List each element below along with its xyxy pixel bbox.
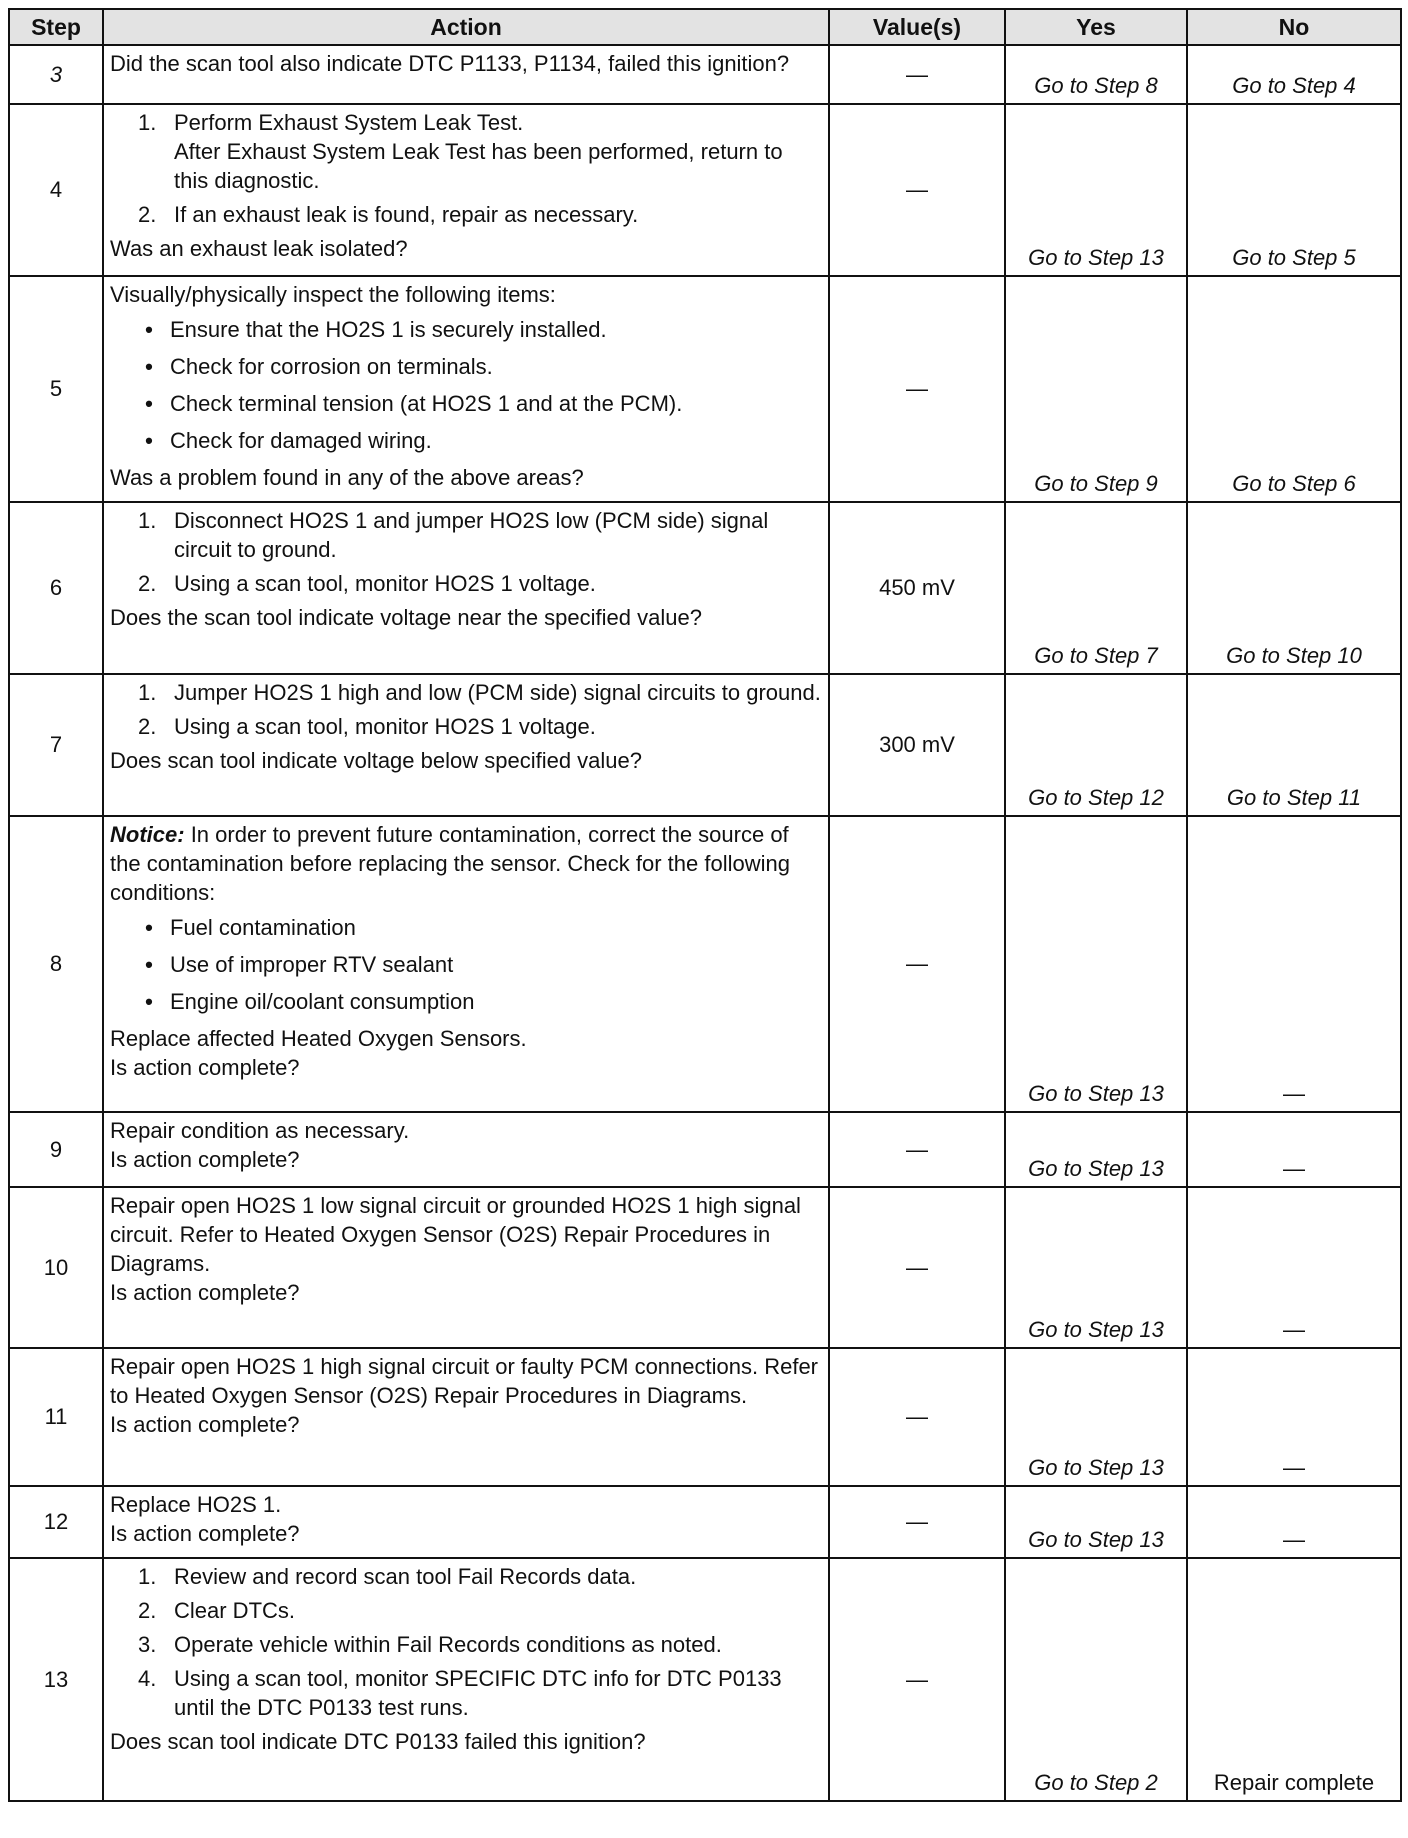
yes-cell: Go to Step 13 <box>1005 104 1187 276</box>
numbered-item: 1. Review and record scan tool Fail Records data. <box>138 1562 822 1591</box>
item-text: Disconnect HO2S 1 and jumper HO2S low (PCM side) signal circuit to ground. <box>174 508 769 562</box>
numbered-item: 2. If an exhaust leak is found, repair as necessary. <box>138 200 822 229</box>
header-action: Action <box>103 9 829 45</box>
header-values: Value(s) <box>829 9 1005 45</box>
yes-cell: Go to Step 12 <box>1005 674 1187 816</box>
step-number: 11 <box>9 1348 103 1486</box>
table-row <box>9 502 1401 674</box>
step-number: 4 <box>9 104 103 276</box>
step-number: 6 <box>9 502 103 674</box>
header-yes: Yes <box>1005 9 1187 45</box>
action-text: Did the scan tool also indicate DTC P1133, P1134, failed this ignition? <box>110 51 790 76</box>
bullet-item: • Use of improper RTV sealant <box>128 950 822 979</box>
item-text: Use of improper RTV sealant <box>170 952 454 977</box>
action-cell <box>103 816 829 1112</box>
step-number: 8 <box>9 816 103 1112</box>
question-text: Does scan tool indicate voltage below specified value? <box>110 748 642 773</box>
header-step: Step <box>9 9 103 45</box>
value-cell: — <box>829 276 1005 502</box>
question-text: Is action complete? <box>110 1147 300 1172</box>
value-cell: 300 mV <box>829 674 1005 816</box>
step-number: 7 <box>9 674 103 816</box>
bullet-item: • Ensure that the HO2S 1 is securely installed. <box>128 315 822 344</box>
value-cell: — <box>829 104 1005 276</box>
instruction-text: Replace affected Heated Oxygen Sensors. <box>110 1026 527 1051</box>
table-row <box>9 104 1401 276</box>
item-text: Check terminal tension (at HO2S 1 and at the PCM). <box>170 391 683 416</box>
bullet-item: • Check for corrosion on terminals. <box>128 352 822 381</box>
action-cell <box>103 45 829 104</box>
question-text: Is action complete? <box>110 1280 300 1305</box>
value-cell: 450 mV <box>829 502 1005 674</box>
question-text: Was a problem found in any of the above areas? <box>110 465 584 490</box>
item-text: Using a scan tool, monitor SPECIFIC DTC info for DTC P0133 until the DTC P0133 test runs. <box>174 1666 782 1720</box>
action-cell <box>103 276 829 502</box>
no-cell: Go to Step 5 <box>1187 104 1401 276</box>
value-cell: — <box>829 1348 1005 1486</box>
table-row <box>9 45 1401 104</box>
header-no: No <box>1187 9 1401 45</box>
step-number: 5 <box>9 276 103 502</box>
action-cell <box>103 1187 829 1348</box>
yes-cell: Go to Step 8 <box>1005 45 1187 104</box>
yes-cell: Go to Step 9 <box>1005 276 1187 502</box>
no-cell: Go to Step 4 <box>1187 45 1401 104</box>
value-cell: — <box>829 816 1005 1112</box>
item-text: Check for damaged wiring. <box>170 428 432 453</box>
step-number: 10 <box>9 1187 103 1348</box>
intro-text: Visually/physically inspect the following items: <box>110 282 556 307</box>
question-text: Does scan tool indicate DTC P0133 failed this ignition? <box>110 1729 646 1754</box>
yes-cell: Go to Step 13 <box>1005 1486 1187 1558</box>
instruction-text: Repair condition as necessary. <box>110 1118 410 1143</box>
item-text: Review and record scan tool Fail Records data. <box>174 1564 637 1589</box>
yes-cell: Go to Step 2 <box>1005 1558 1187 1801</box>
notice-label: Notice: <box>110 822 185 847</box>
instruction-text: Replace HO2S 1. <box>110 1492 282 1517</box>
table-row <box>9 1348 1401 1486</box>
table-row <box>9 1486 1401 1558</box>
table-row <box>9 816 1401 1112</box>
item-text: Using a scan tool, monitor HO2S 1 voltage. <box>174 571 596 596</box>
bullet-item: • Fuel contamination <box>128 913 822 942</box>
no-cell: Go to Step 6 <box>1187 276 1401 502</box>
yes-cell: Go to Step 7 <box>1005 502 1187 674</box>
item-text: Jumper HO2S 1 high and low (PCM side) signal circuits to ground. <box>174 680 821 705</box>
item-text: Clear DTCs. <box>174 1598 296 1623</box>
value-cell: — <box>829 1486 1005 1558</box>
yes-cell: Go to Step 13 <box>1005 816 1187 1112</box>
step-number: 12 <box>9 1486 103 1558</box>
action-cell <box>103 1558 829 1801</box>
instruction-text: Repair open HO2S 1 high signal circuit or faulty PCM connections. Refer to Heated Oxygen Sensor (O2S) Repair Procedures in Diagrams. <box>110 1354 819 1408</box>
item-text: Using a scan tool, monitor HO2S 1 voltage. <box>174 714 596 739</box>
action-cell <box>103 1348 829 1486</box>
question-text: Was an exhaust leak isolated? <box>110 236 408 261</box>
no-cell: — <box>1187 816 1401 1112</box>
action-cell <box>103 502 829 674</box>
bullet-item: • Check terminal tension (at HO2S 1 and at the PCM). <box>128 389 822 418</box>
notice-text: In order to prevent future contamination, correct the source of the contamination before replacing the sensor. Check for the following conditions: <box>110 822 790 905</box>
question-text: Is action complete? <box>110 1412 300 1437</box>
table-row <box>9 1112 1401 1187</box>
action-cell <box>103 1112 829 1187</box>
item-text: Ensure that the HO2S 1 is securely installed. <box>170 317 607 342</box>
table-row <box>9 1558 1401 1801</box>
numbered-item: 2. Using a scan tool, monitor HO2S 1 voltage. <box>138 569 822 598</box>
question-text: Does the scan tool indicate voltage near the specified value? <box>110 605 702 630</box>
header-row <box>9 9 1401 45</box>
numbered-item: 3. Operate vehicle within Fail Records conditions as noted. <box>138 1630 822 1659</box>
value-cell: — <box>829 1112 1005 1187</box>
item-text: Operate vehicle within Fail Records conditions as noted. <box>174 1632 722 1657</box>
numbered-item: 1. Disconnect HO2S 1 and jumper HO2S low (PCM side) signal circuit to ground. <box>138 506 822 564</box>
question-text: Is action complete? <box>110 1055 300 1080</box>
item-text: Perform Exhaust System Leak Test. <box>174 110 524 135</box>
question-text: Is action complete? <box>110 1521 300 1546</box>
step-number: 13 <box>9 1558 103 1801</box>
no-cell: — <box>1187 1486 1401 1558</box>
yes-cell: Go to Step 13 <box>1005 1348 1187 1486</box>
bullet-item: • Check for damaged wiring. <box>128 426 822 455</box>
step-number: 3 <box>9 45 103 104</box>
item-text: Engine oil/coolant consumption <box>170 989 475 1014</box>
item-text: If an exhaust leak is found, repair as necessary. <box>174 202 639 227</box>
action-cell <box>103 1486 829 1558</box>
no-cell: Go to Step 10 <box>1187 502 1401 674</box>
no-cell: Go to Step 11 <box>1187 674 1401 816</box>
yes-cell: Go to Step 13 <box>1005 1187 1187 1348</box>
no-cell: — <box>1187 1348 1401 1486</box>
numbered-item: 1. Perform Exhaust System Leak Test. After Exhaust System Leak Test has been performed, return to this diagnostic. <box>138 110 783 193</box>
value-cell: — <box>829 45 1005 104</box>
action-cell <box>103 104 829 276</box>
numbered-item: 4. Using a scan tool, monitor SPECIFIC DTC info for DTC P0133 until the DTC P0133 test runs. <box>138 1664 822 1722</box>
table-row <box>9 674 1401 816</box>
diagnostic-table <box>8 8 1402 1802</box>
action-cell <box>103 674 829 816</box>
yes-cell: Go to Step 13 <box>1005 1112 1187 1187</box>
no-cell: — <box>1187 1112 1401 1187</box>
item-subtext: After Exhaust System Leak Test has been performed, return to this diagnostic. <box>174 139 783 193</box>
step-number: 9 <box>9 1112 103 1187</box>
item-text: Fuel contamination <box>170 915 356 940</box>
table-row <box>9 1187 1401 1348</box>
table-row <box>9 276 1401 502</box>
value-cell: — <box>829 1187 1005 1348</box>
instruction-text: Repair open HO2S 1 low signal circuit or grounded HO2S 1 high signal circuit. Refer to Heated Oxygen Sensor (O2S) Repair Procedures in Diagrams. <box>110 1193 801 1276</box>
numbered-item: 2. Using a scan tool, monitor HO2S 1 voltage. <box>138 712 822 741</box>
numbered-item: 2. Clear DTCs. <box>138 1596 822 1625</box>
bullet-item: • Engine oil/coolant consumption <box>128 987 822 1016</box>
item-text: Check for corrosion on terminals. <box>170 354 493 379</box>
value-cell: — <box>829 1558 1005 1801</box>
no-cell: Repair complete <box>1187 1558 1401 1801</box>
no-cell: — <box>1187 1187 1401 1348</box>
numbered-item: 1. Jumper HO2S 1 high and low (PCM side) signal circuits to ground. <box>138 680 821 705</box>
